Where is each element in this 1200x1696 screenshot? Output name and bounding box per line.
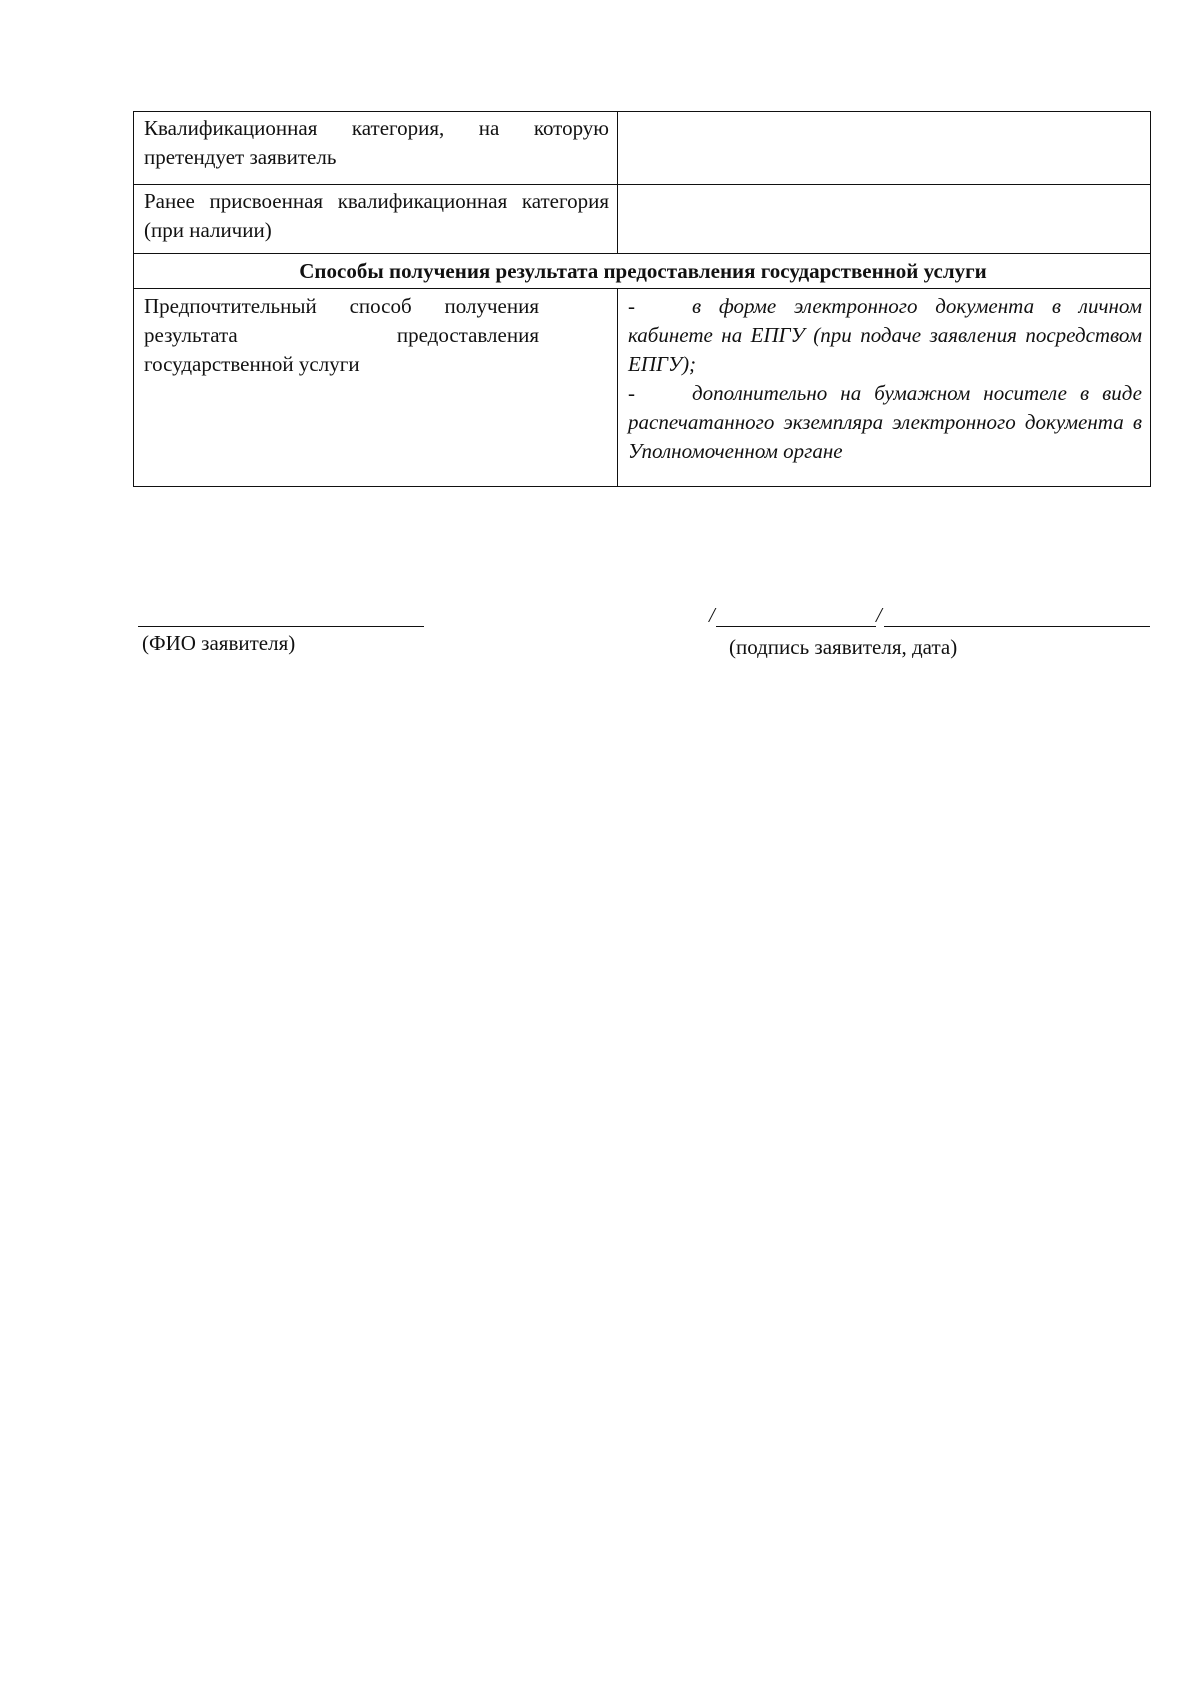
result-option-paper[interactable] — [628, 379, 1142, 466]
applicant-name-caption: (ФИО заявителя) — [142, 631, 296, 655]
table-row — [134, 289, 1151, 487]
signature-line[interactable] — [716, 626, 876, 627]
previous-category-value[interactable] — [618, 185, 1151, 254]
qualification-category-value[interactable] — [618, 112, 1151, 185]
application-form-table — [133, 111, 1151, 487]
signature-separator-right: / — [876, 603, 882, 627]
option-dash: - — [628, 381, 635, 405]
result-method-label: Предпочтительный способ получения результата предоставления государственной услуги — [134, 289, 618, 487]
table-row — [134, 254, 1151, 289]
section-header: Способы получения результата предоставления государственной услуги — [134, 254, 1151, 289]
table-row — [134, 185, 1151, 254]
previous-category-label: Ранее присвоенная квалификационная категория (при наличии) — [134, 185, 618, 254]
signature-separator-left: / — [709, 603, 715, 627]
table-row — [134, 112, 1151, 185]
signature-caption: (подпись заявителя, дата) — [729, 635, 958, 659]
applicant-name-line[interactable] — [138, 626, 424, 627]
date-line[interactable] — [884, 626, 1150, 627]
qualification-category-label: Квалификационная категория, на которую претендует заявитель — [134, 112, 618, 185]
result-method-options — [618, 289, 1151, 487]
option-text: дополнительно на бумажном носителе в виде распечатанного экземпляра электронного документа в Уполномоченном органе — [628, 381, 1142, 463]
result-option-electronic[interactable] — [628, 292, 1142, 379]
option-text: в форме электронного документа в личном кабинете на ЕПГУ (при подаче заявления посредством ЕПГУ); — [628, 294, 1142, 376]
option-dash: - — [628, 294, 635, 318]
